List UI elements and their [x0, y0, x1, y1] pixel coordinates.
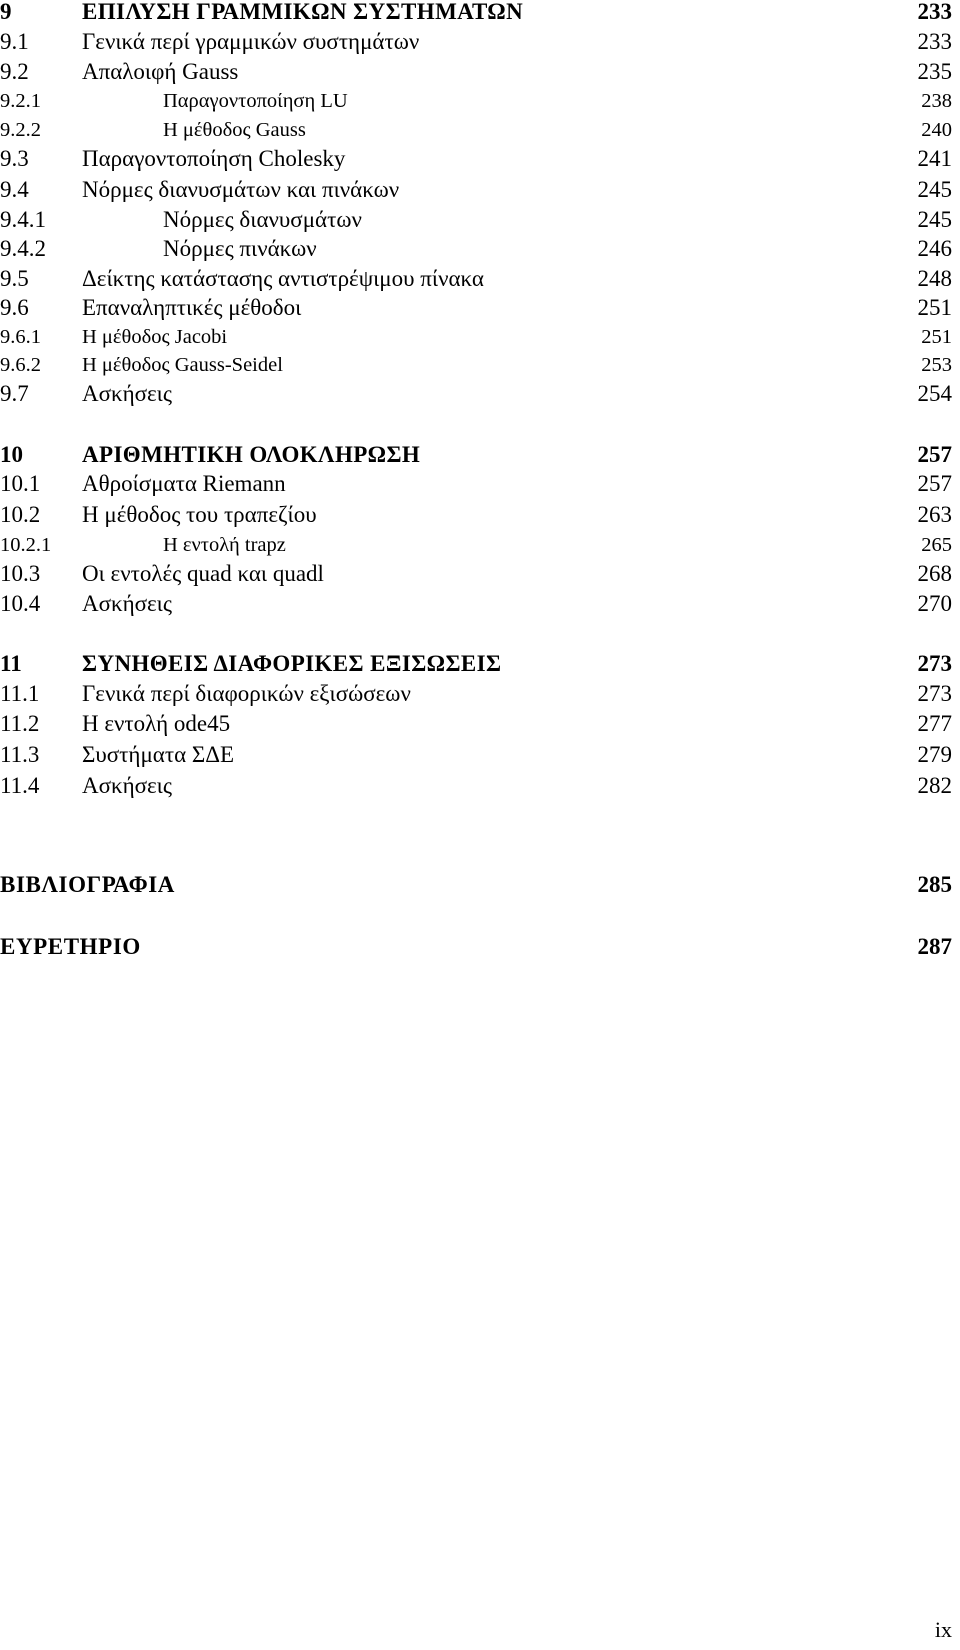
toc-bibliography[interactable] — [0, 870, 960, 900]
page-number: 238 — [921, 90, 952, 112]
section-number: 9.4 — [0, 177, 29, 202]
section-title: Η εντολή ode45 — [82, 711, 231, 736]
section-number: 10.2 — [0, 502, 41, 527]
section-title: Ασκήσεις — [82, 591, 172, 616]
page-number: 270 — [917, 591, 952, 616]
toc-subsection-9-6-2[interactable] — [0, 350, 960, 380]
page-number: 273 — [917, 651, 952, 676]
subsection-number: 9.4.2 — [0, 236, 46, 261]
toc-subsection-10-2-1[interactable] — [0, 530, 960, 560]
toc-chapter-9[interactable] — [0, 0, 960, 27]
section-title: Δείκτης κατάστασης αντιστρέψιμου πίνακα — [82, 266, 484, 291]
section-title: Επαναληπτικές μέθοδοι — [82, 295, 302, 320]
toc-section-11-4[interactable] — [0, 771, 960, 801]
page-number: 251 — [921, 326, 952, 348]
toc-chapter-11[interactable] — [0, 649, 960, 679]
subsection-title: Η εντολή trapz — [163, 534, 286, 556]
section-title: Συστήματα ΣΔΕ — [82, 742, 235, 767]
toc-section-10-1[interactable] — [0, 469, 960, 499]
page-number: 257 — [917, 442, 952, 467]
section-title: Η μέθοδος του τραπεζίου — [82, 502, 317, 527]
section-title: Γενικά περί διαφορικών εξισώσεων — [82, 681, 411, 706]
chapter-number: 10 — [0, 442, 23, 467]
section-number: 9.7 — [0, 381, 29, 406]
page-number: 265 — [921, 534, 952, 556]
section-title: Αθροίσματα Riemann — [82, 471, 286, 496]
subsection-title: Νόρμες πινάκων — [163, 236, 317, 261]
subsection-number: 9.2.2 — [0, 119, 41, 141]
section-title: Γενικά περί γραμμικών συστημάτων — [82, 29, 420, 54]
toc-subsection-9-2-2[interactable] — [0, 115, 960, 145]
section-number: 9.5 — [0, 266, 29, 291]
section-number: 9.6 — [0, 295, 29, 320]
page-number: 263 — [917, 502, 952, 527]
toc-section-9-3[interactable] — [0, 144, 960, 174]
page-number: 277 — [917, 711, 952, 736]
section-number: 11.3 — [0, 742, 40, 767]
subsection-title: Η μέθοδος Gauss-Seidel — [82, 354, 283, 376]
page-number: 233 — [917, 0, 952, 24]
subsection-number: 9.2.1 — [0, 90, 41, 112]
toc-section-9-7[interactable] — [0, 379, 960, 409]
section-title: Παραγοντοποίηση Cholesky — [82, 146, 346, 171]
chapter-title: ΕΠΙΛΥΣΗ ΓΡΑΜΜΙΚΩΝ ΣΥΣΤΗΜΑΤΩΝ — [82, 0, 524, 24]
page-number: 253 — [921, 354, 952, 376]
toc-section-9-1[interactable] — [0, 27, 960, 57]
section-title: Απαλοιφή Gauss — [82, 59, 239, 84]
toc-section-11-2[interactable] — [0, 709, 960, 739]
page-number: 273 — [917, 681, 952, 706]
page-number: 285 — [917, 872, 952, 897]
page-number: 268 — [917, 561, 952, 586]
page-number: 248 — [917, 266, 952, 291]
section-title: Οι εντολές quad και quadl — [82, 561, 324, 586]
toc-section-11-1[interactable] — [0, 679, 960, 709]
page-number: 246 — [917, 236, 952, 261]
subsection-title: Νόρμες διανυσμάτων — [163, 207, 362, 232]
chapter-title: ΣΥΝΗΘΕΙΣ ΔΙΑΦΟΡΙΚΕΣ ΕΞΙΣΩΣΕΙΣ — [82, 651, 502, 676]
page-number: 251 — [917, 295, 952, 320]
page-number: 245 — [917, 177, 952, 202]
bibliography-title: ΒΙΒΛΙΟΓΡΑΦΙΑ — [0, 872, 176, 897]
page-number: 240 — [921, 119, 952, 141]
page-folio: ix — [934, 1617, 952, 1642]
toc-section-10-4[interactable] — [0, 589, 960, 619]
subsection-title: Παραγοντοποίηση LU — [163, 90, 348, 112]
section-title: Ασκήσεις — [82, 381, 172, 406]
section-number: 9.3 — [0, 146, 29, 171]
subsection-title: Η μέθοδος Jacobi — [82, 326, 228, 348]
chapter-number: 11 — [0, 651, 22, 676]
subsection-title: Η μέθοδος Gauss — [163, 119, 306, 141]
section-title: Νόρμες διανυσμάτων και πινάκων — [82, 177, 400, 202]
toc-subsection-9-2-1[interactable] — [0, 86, 960, 116]
section-number: 10.1 — [0, 471, 41, 496]
page-number: 233 — [917, 29, 952, 54]
page-number: 279 — [917, 742, 952, 767]
subsection-number: 9.6.2 — [0, 354, 41, 376]
toc-subsection-9-4-1[interactable] — [0, 205, 960, 235]
chapter-number: 9 — [0, 0, 12, 24]
page-number: 245 — [917, 207, 952, 232]
toc-chapter-10[interactable] — [0, 440, 960, 470]
chapter-title: ΑΡΙΘΜΗΤΙΚΗ ΟΛΟΚΛΗΡΩΣΗ — [82, 442, 421, 467]
page-number: 287 — [917, 934, 952, 959]
section-number: 10.4 — [0, 591, 41, 616]
section-number: 9.2 — [0, 59, 29, 84]
toc-subsection-9-4-2[interactable] — [0, 234, 960, 264]
subsection-number: 9.6.1 — [0, 326, 41, 348]
subsection-number: 10.2.1 — [0, 534, 52, 556]
toc-section-10-2[interactable] — [0, 500, 960, 530]
toc-section-9-4[interactable] — [0, 175, 960, 205]
toc-section-10-3[interactable] — [0, 559, 960, 589]
page-number: 254 — [917, 381, 952, 406]
section-number: 9.1 — [0, 29, 29, 54]
toc-section-9-5[interactable] — [0, 264, 960, 294]
toc-section-9-2[interactable] — [0, 57, 960, 87]
page-number: 241 — [917, 146, 952, 171]
index-title: ΕΥΡΕΤΗΡΙΟ — [0, 934, 141, 959]
toc-subsection-9-6-1[interactable] — [0, 322, 960, 352]
toc-section-11-3[interactable] — [0, 740, 960, 770]
section-number: 11.4 — [0, 773, 40, 798]
section-number: 11.1 — [0, 681, 40, 706]
subsection-number: 9.4.1 — [0, 207, 46, 232]
section-number: 11.2 — [0, 711, 40, 736]
section-number: 10.3 — [0, 561, 41, 586]
page-number: 282 — [917, 773, 952, 798]
section-title: Ασκήσεις — [82, 773, 172, 798]
toc-index[interactable] — [0, 932, 960, 962]
page-number: 257 — [917, 471, 952, 496]
toc-section-9-6[interactable] — [0, 293, 960, 323]
page-number: 235 — [917, 59, 952, 84]
